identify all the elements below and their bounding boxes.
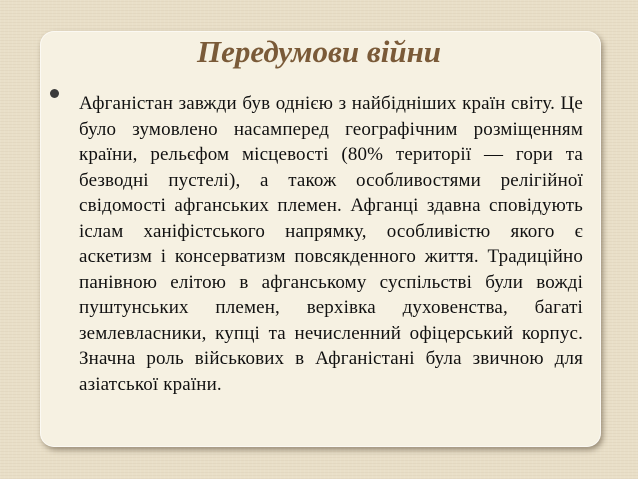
bullet-dot-icon: [50, 89, 59, 98]
slide-title: Передумови війни: [196, 34, 442, 69]
bullet-text: Афганістан завжди був однією з найбідніших країн світу. Це було зумовлено насамперед географічним розміщенням країни, рельєфом місцевості (80% території — гори та безводні пустелі), а також особливостями релігійної свідомості афганських племен. Афганці здавна сповідують іслам ханіфістського напрямку, особливістю якого є аскетизм і консерватизм повсякденного життя. Традиційно панівною елітою в афганському суспільстві були вожді пуштунських племен, верхівка духовенства, багаті землевласники, купці та нечисленний офіцерський корпус. Значна роль військових в Афганістані була звичною для азіатської країни.: [79, 93, 583, 395]
